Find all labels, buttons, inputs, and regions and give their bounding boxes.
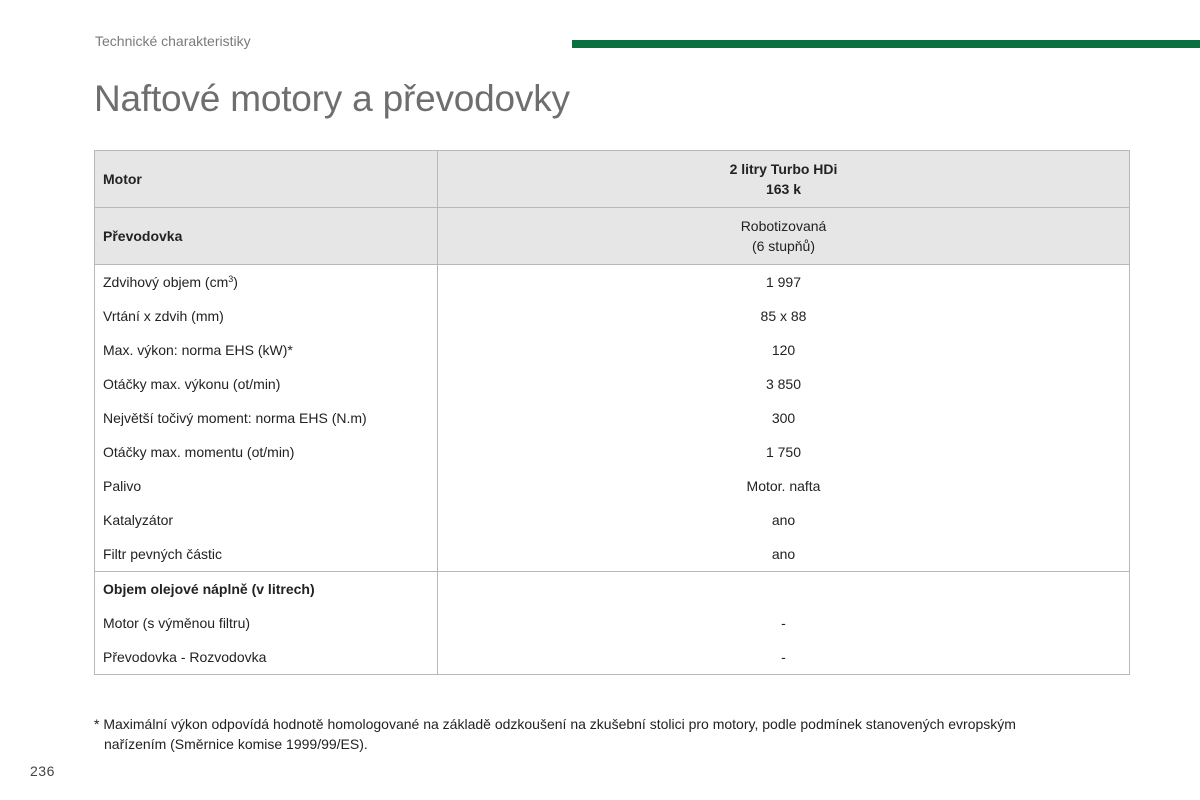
- row-label: Zdvihový objem $(cm^3)$: [95, 265, 438, 300]
- row-label: Max. výkon: norma EHS (kW)*: [95, 333, 438, 367]
- row-value: 1 750: [765, 444, 802, 460]
- row-value: ano: [771, 512, 796, 528]
- table-header-engine: [95, 151, 1130, 208]
- row-label: Motor (s výměnou filtru): [95, 606, 438, 640]
- engine-power: 163 k: [765, 181, 802, 197]
- gearbox-header-label: Převodovka: [95, 208, 438, 265]
- gearbox-gears: (6 stupňů): [751, 238, 816, 254]
- oil-section-value: [438, 572, 1130, 607]
- footnote: [94, 714, 1134, 754]
- row-value: 300: [771, 410, 796, 426]
- table-row: [95, 367, 1130, 401]
- table-row: [95, 333, 1130, 367]
- table-row: [95, 640, 1130, 675]
- page-title: Naftové motory a převodovky: [94, 78, 570, 119]
- page-number: 236: [30, 763, 55, 779]
- engine-header-value: [438, 151, 1130, 208]
- row-label: Katalyzátor: [95, 503, 438, 537]
- table-row: [95, 299, 1130, 333]
- section-label: Technické charakteristiky: [95, 33, 251, 49]
- table-row: [95, 435, 1130, 469]
- row-label: Otáčky max. momentu (ot/min): [95, 435, 438, 469]
- engine-header-label: Motor: [95, 151, 438, 208]
- table-row: [95, 537, 1130, 572]
- row-value: 3 850: [765, 376, 802, 392]
- row-value: -: [781, 615, 786, 631]
- oil-section-header: [95, 572, 1130, 607]
- accent-bar: [572, 40, 1200, 48]
- row-label: Palivo: [95, 469, 438, 503]
- oil-section-label: Objem olejové náplně (v litrech): [95, 572, 438, 607]
- row-value: ano: [771, 546, 796, 562]
- engine-name: 2 litry Turbo HDi: [729, 161, 838, 177]
- gearbox-header-value: [438, 208, 1130, 265]
- row-label: Převodovka - Rozvodovka: [95, 640, 438, 675]
- row-value: Motor. nafta: [746, 478, 821, 494]
- footnote-line-2: nařízením (Směrnice komise 1999/99/ES).: [104, 736, 368, 752]
- footnote-line-1: * Maximální výkon odpovídá hodnotě homologované na základě odzkoušení na zkušební stolici pro motory, podle podmínek stanovených evropským: [94, 716, 1016, 732]
- table-row: [95, 401, 1130, 435]
- engine-spec-table: [94, 150, 1130, 675]
- row-value: -: [438, 640, 1130, 675]
- row-value: 85 x 88: [760, 308, 807, 324]
- table-row: [95, 503, 1130, 537]
- row-value: 1 997: [765, 274, 802, 290]
- gearbox-type: Robotizovaná: [740, 218, 827, 234]
- table-row: [95, 606, 1130, 640]
- table-row: [95, 469, 1130, 503]
- table-row: [95, 265, 1130, 300]
- table-header-gearbox: [95, 208, 1130, 265]
- row-label: Největší točivý moment: norma EHS (N.m): [95, 401, 438, 435]
- row-value: 120: [771, 342, 796, 358]
- row-label: Filtr pevných částic: [95, 537, 438, 572]
- row-label: Vrtání x zdvih (mm): [95, 299, 438, 333]
- row-label: Otáčky max. výkonu (ot/min): [95, 367, 438, 401]
